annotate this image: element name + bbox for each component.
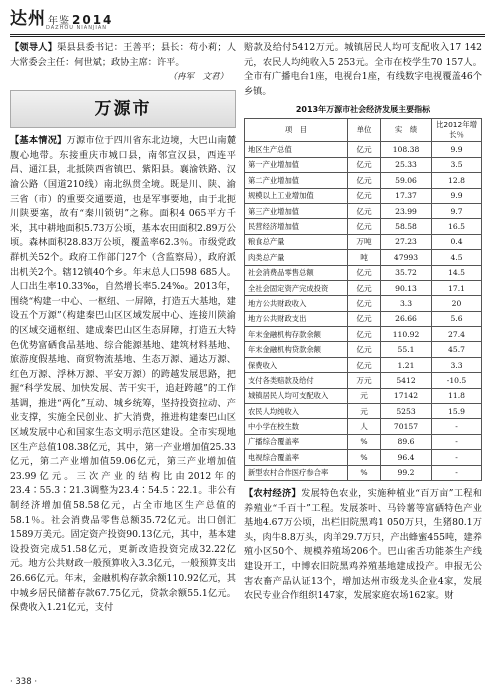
table-header-row — [245, 119, 482, 142]
leaders-signature: （冉军 文君） — [168, 72, 228, 83]
table-row — [245, 203, 482, 218]
row-value: 99.2 — [381, 465, 432, 480]
basic-text: 万源市位于四川省东北边境，大巴山南麓腹心地带。东接重庆市城口县，南邻宣汉县，西连平昌、通江县，北抵陕西省镇巴、紫阳县。襄渝铁路、汉渝公路（国道210线）南北纵贯全境。既是川、陕、渝三省（市）的重要交通要道，也是军事要地，由于北扼川陕要塞，故有“秦川锁钥”之称。面积4 065平方千米，其中耕地面积5.73万公顷，基本农田面积2.89万公顷。森林面积28.83万公顷，覆盖率62.3％。市级党政群机关52个。政府工作部门27个（含监察局），政府派出机关2个。辖12镇40个乡。年末总人口598 685人。人口出生率10.33‰，自然增长率5.24‰。2013年，围绕“构建一中心、一枢纽、一屏障，打造五大基地，建设五个万源”（构建秦巴山区区域发展中心、连接川陕渝的区域交通枢纽、建成秦巴山区生态屏障，打造五大特色优势富硒食品基地、综合能源基地、建筑材料基地、旅游度假基地、商贸物流基地、生态万源、通达万源、红色万源、浮林万源、平安万源）的跨越发展思路，把握“科学发展、加快发展、苦干实干，追赶跨越”的工作基调，推进“两化”互动、城乡统筹，坚持投资拉动、产业支撑，实施全民创业、扩大消费，推进构建秦巴山区区域发展中心和国家生态文明示范区建设。全市实现地区生产总值108.38亿元，其中，第一产业增加值25.33亿元，第二产业增加值59.06亿元，第三产业增加值23.99亿元。三次产业的结构比由2012年的23.4∶55.3∶21.3调整为23.4∶54.5∶22.1。非公有制经济增加值58.58亿元，占全市地区生产总值的58.1％。社会消费品零售总额35.72亿元。出口创汇1589万美元。固定资产投资90.13亿元，其中，基本建设投资完成51.58亿元，更新改造投资完成32.22亿元。地方公共财政一般预算收入3.3亿元，一般预算支出26.66亿元。年末，金融机构存款余额110.92亿元，其中城乡居民储蓄存款67.75亿元，贷款余额55.1亿元。保费收入1.21亿元，支付 — [10, 135, 237, 614]
row-value: 25.33 — [381, 157, 432, 172]
row-growth: 4.5 — [432, 250, 482, 265]
row-item: 城镇居民人均可支配收入 — [245, 388, 348, 403]
table-row — [245, 419, 482, 434]
row-unit: % — [348, 465, 381, 480]
row-item: 新型农村合作医疗参合率 — [245, 465, 348, 480]
basic-label: 【基本情况】 — [10, 135, 67, 147]
header-rule — [10, 34, 485, 35]
row-item: 粮食总产量 — [245, 234, 348, 249]
row-value: 17142 — [381, 388, 432, 403]
row-item: 年末金融机构存款余额 — [245, 327, 348, 342]
table-row — [245, 265, 482, 280]
row-value: 1.21 — [381, 357, 432, 372]
table-row — [245, 219, 482, 234]
table-row — [245, 327, 482, 342]
row-item: 年末金融机构贷款余额 — [245, 342, 348, 357]
row-unit: 亿元 — [348, 296, 381, 311]
row-growth: 9.7 — [432, 203, 482, 218]
row-unit: 元 — [348, 388, 381, 403]
row-growth: -10.5 — [432, 373, 482, 388]
row-item: 中小学在校生数 — [245, 419, 348, 434]
table-row — [245, 280, 482, 295]
logo-yj: 年鉴 — [48, 16, 70, 27]
row-unit: 吨 — [348, 250, 381, 265]
table-body — [245, 142, 482, 481]
row-unit: 亿元 — [348, 173, 381, 188]
row-value: 90.13 — [381, 280, 432, 295]
header-growth: 比2012年增长％ — [432, 119, 482, 142]
row-unit: 亿元 — [348, 219, 381, 234]
row-growth: 9.9 — [432, 188, 482, 203]
section-title: 万源市 — [10, 90, 236, 128]
row-value: 17.37 — [381, 188, 432, 203]
row-value: 23.99 — [381, 203, 432, 218]
table-row — [245, 311, 482, 326]
row-unit: 亿元 — [348, 280, 381, 295]
row-growth: 11.8 — [432, 388, 482, 403]
row-unit: 亿元 — [348, 311, 381, 326]
table-row — [245, 296, 482, 311]
row-value: 5253 — [381, 404, 432, 419]
row-item: 地方公共财政收入 — [245, 296, 348, 311]
row-unit: 亿元 — [348, 203, 381, 218]
leaders-text: 渠县县委书记：王善平；县长：苟小莉；人大常委会主任：何世斌；政协主席：许平。 — [10, 42, 237, 68]
row-unit: 人 — [348, 419, 381, 434]
row-value: 3.3 — [381, 296, 432, 311]
row-unit: 亿元 — [348, 265, 381, 280]
right-column — [244, 41, 482, 604]
table-row — [245, 342, 482, 357]
row-growth: 15.9 — [432, 404, 482, 419]
row-value: 59.06 — [381, 173, 432, 188]
row-item: 支付各类赔款及给付 — [245, 373, 348, 388]
row-unit: 亿元 — [348, 327, 381, 342]
row-unit: 万吨 — [348, 234, 381, 249]
leaders-label: 【领导人】 — [10, 42, 58, 53]
row-item: 地方公共财政支出 — [245, 311, 348, 326]
row-growth: - — [432, 465, 482, 480]
table-row — [245, 234, 482, 249]
table-caption: 2013年万源市社会经济发展主要指标 — [295, 105, 431, 115]
table-row — [245, 357, 482, 372]
row-growth: 9.9 — [432, 142, 482, 157]
table-row — [245, 173, 482, 188]
leaders-paragraph — [10, 41, 236, 70]
row-value: 70157 — [381, 419, 432, 434]
row-item: 规模以上工业增加值 — [245, 188, 348, 203]
logo-year: 2014 — [72, 13, 114, 27]
row-value: 27.23 — [381, 234, 432, 249]
row-unit: 元 — [348, 404, 381, 419]
table-row — [245, 250, 482, 265]
row-growth: 0.4 — [432, 234, 482, 249]
row-value: 108.38 — [381, 142, 432, 157]
table-row — [245, 465, 482, 480]
row-item: 地区生产总值 — [245, 142, 348, 157]
row-unit: 亿元 — [348, 342, 381, 357]
row-unit: 亿元 — [348, 357, 381, 372]
row-growth: 45.7 — [432, 342, 482, 357]
row-growth: - — [432, 450, 482, 465]
logo-subtitle: DAZHOU NIANJIAN — [46, 25, 108, 31]
row-value: 35.72 — [381, 265, 432, 280]
row-growth: 20 — [432, 296, 482, 311]
row-item: 电视综合覆盖率 — [245, 450, 348, 465]
row-growth: 16.5 — [432, 219, 482, 234]
row-growth: 14.5 — [432, 265, 482, 280]
table-row — [245, 373, 482, 388]
row-value: 110.92 — [381, 327, 432, 342]
row-growth: 27.4 — [432, 327, 482, 342]
row-growth: 5.6 — [432, 311, 482, 326]
indicator-table — [244, 118, 482, 481]
row-item: 第三产业增加值 — [245, 203, 348, 218]
left-column — [10, 41, 236, 616]
row-growth: - — [432, 434, 482, 449]
page-header — [0, 0, 492, 36]
page-number: · 338 · — [10, 677, 38, 687]
row-item: 保费收入 — [245, 357, 348, 372]
row-unit: % — [348, 434, 381, 449]
row-item: 民营经济增加值 — [245, 219, 348, 234]
row-item: 广播综合覆盖率 — [245, 434, 348, 449]
row-value: 26.66 — [381, 311, 432, 326]
row-value: 55.1 — [381, 342, 432, 357]
header-item: 项 目 — [245, 119, 348, 142]
row-unit: 万元 — [348, 373, 381, 388]
row-item: 第一产业增加值 — [245, 157, 348, 172]
row-value: 47993 — [381, 250, 432, 265]
header-rule-thin — [10, 36, 485, 37]
table-row — [245, 434, 482, 449]
row-growth: 12.8 — [432, 173, 482, 188]
row-item: 农民人均纯收入 — [245, 404, 348, 419]
row-item: 第二产业增加值 — [245, 173, 348, 188]
header-unit: 单位 — [348, 119, 381, 142]
row-unit: % — [348, 450, 381, 465]
agri-text: 发展特色农业，实施种植业“百万亩”工程和养殖业“千百十”工程。发展茶叶、马铃薯等富硒特色产业基地4.67万公顷，出栏旧院黑鸡1 050万只，生猪80.1万头，肉牛8.8万头，肉羊29.7万只，产出蜂蜜455吨，建养殖小区50个、规模养殖场206个。巴山雀舌功能茶生产线建设开工，中博农旧院黑鸡养殖基地建成投产。申报无公害农畜产品认证13个，增加达州市级龙头企业4家，发展农民专业合作组织147家，发展家庭农场162家。财 — [244, 487, 482, 602]
row-value: 89.6 — [381, 434, 432, 449]
table-row — [245, 188, 482, 203]
row-value: 5412 — [381, 373, 432, 388]
row-item: 社会消费品零售总额 — [245, 265, 348, 280]
row-growth: 3.5 — [432, 157, 482, 172]
row-item: 肉类总产量 — [245, 250, 348, 265]
header-value: 实 绩 — [381, 119, 432, 142]
basic-paragraph — [10, 134, 236, 616]
row-unit: 亿元 — [348, 142, 381, 157]
agri-paragraph — [244, 487, 482, 604]
row-unit: 亿元 — [348, 188, 381, 203]
row-growth: 3.3 — [432, 357, 482, 372]
table-row — [245, 450, 482, 465]
logo-main: 达州 — [10, 9, 46, 29]
table-row — [245, 388, 482, 403]
row-value: 96.4 — [381, 450, 432, 465]
table-row — [245, 142, 482, 157]
row-value: 58.58 — [381, 219, 432, 234]
row-item: 全社会固定资产完成投资 — [245, 280, 348, 295]
right-top-paragraph: 赔款及给付5412万元。城镇居民人均可支配收入17 142元，农民人均纯收入5 253元。全市在校学生70 157人。全市有广播电台1座，电视台1座，有线数字电视覆盖46个乡镇。 — [244, 42, 482, 97]
row-growth: - — [432, 419, 482, 434]
table-row — [245, 404, 482, 419]
table-row — [245, 157, 482, 172]
row-unit: 亿元 — [348, 157, 381, 172]
agri-label: 【农村经济】 — [244, 487, 302, 499]
row-growth: 17.1 — [432, 280, 482, 295]
